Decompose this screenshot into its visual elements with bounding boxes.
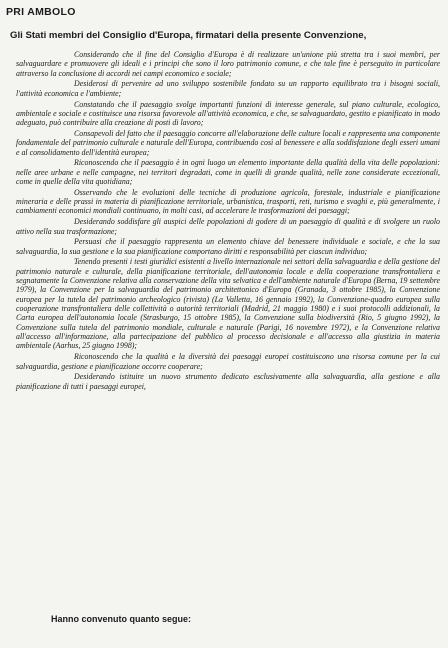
paragraph: Riconoscendo che il paesaggio è in ogni luogo un elemento importante della qualità della vita delle popolazioni: nelle aree urbane e nelle campagne, nei territori degradati, come in quelli di grande qualità, nelle zone considerate eccezionali, come in quelle della vita quotidiana; <box>16 158 440 187</box>
paragraph: Desiderosi di pervenire ad uno sviluppo sostenibile fondato su un rapporto equilibrato tra i bisogni sociali, l'attività economica e l'ambiente; <box>16 79 440 98</box>
paragraph: Consapevoli del fatto che il paesaggio concorre all'elaborazione delle culture locali e rappresenta una componente fondamentale del patrimonio culturale e naturale dell'Europa, contribuendo così al benessere e alla soddisfazione degli esseri umani e al consolidamento dell'identità europea; <box>16 128 440 157</box>
intro-line: Gli Stati membri del Consiglio d'Europa, firmatari della presente Convenzione, <box>10 30 367 41</box>
paragraph: Riconoscendo che la qualità e la diversità dei paesaggi europei costituiscono una risorsa comune per la cui salvaguardia, gestione e pianificazione occorre cooperare; <box>16 352 440 371</box>
paragraph: Desiderando istituire un nuovo strumento dedicato esclusivamente alla salvaguardia, alla gestione e alla pianificazione di tutti i paesaggi europei, <box>16 372 440 391</box>
closing-line: Hanno convenuto quanto segue: <box>51 614 192 624</box>
paragraph: Desiderando soddisfare gli auspici delle popolazioni di godere di un paesaggio di qualità e di svolgere un ruolo attivo nella sua trasformazione; <box>16 217 440 236</box>
paragraph: Tenendo presenti i testi giuridici esistenti a livello internazionale nei settori della salvaguardia e della gestione del patrimonio naturale e culturale, della pianificazione territoriale, dell'autonomia locale e della cooperazione transfrontaliera e segnatamente la Convenzione relativa alla conservazione della vita selvatica e dell'ambiente naturale d'Europa (Berna, 19 settembre 1979), la Convenzione per la salvaguardia del patrimonio architettonico d'Europa (Granada, 3 ottobre 1985), la Convenzione europea per la tutela del patrimonio archeologico (rivista) (La Valletta, 16 gennaio 1992), la Convenzione-quadro europea sulla cooperazione transfrontaliera delle collettività o autorità territoriali (Madrid, 21 maggio 1980) e i suoi protocolli addizionali, la Carta europea dell'autonomia locale (Strasburgo, 15 ottobre 1985), la Convenzione sulla biodiversità (Rio, 5 giugno 1992), la Convenzione sulla tutela del patrimonio mondiale, culturale e naturale (Parigi, 16 novembre 1972), e la Convenzione relativa all'accesso all'informazione, alla partecipazione del pubblico al processo decisionale e all'accesso alla giustizia in materia ambientale (Aarhus, 25 giugno 1998); <box>16 257 440 351</box>
paragraph: Osservando che le evoluzioni delle tecniche di produzione agricola, forestale, industriale e pianificazione mineraria e delle prassi in materia di pianificazione territoriale, urbanistica, trasporti, reti, turismo e svaghi e, più generalmente, i cambiamenti economici mondiali continuano, in molti casi, ad accelerare le trasformazioni dei paesaggi; <box>16 187 440 216</box>
paragraph: Constatando che il paesaggio svolge importanti funzioni di interesse generale, sul piano culturale, ecologico, ambientale e sociale e costituisce una risorsa favorevole all'attività economica, e che, se salvaguardato, gestito e pianificato in modo adeguato, può contribuire alla creazione di posti di lavoro; <box>16 99 440 128</box>
paragraph: Persuasi che il paesaggio rappresenta un elemento chiave del benessere individuale e sociale, e che la sua salvaguardia, la sua gestione e la sua pianificazione comportano diritti e responsabilità per ciascun individuo; <box>16 237 440 256</box>
preamble-body <box>16 50 440 392</box>
section-heading: PRI AMBOLO <box>6 6 76 18</box>
paragraph: Considerando che il fine del Consiglio d'Europa è di realizzare un'unione più stretta tra i suoi membri, per salvaguardare e promuovere gli ideali e i principi che sono il loro patrimonio comune, e che tale fine è perseguito in particolare attraverso la conclusione di accordi nei campi economico e sociale; <box>16 50 440 78</box>
